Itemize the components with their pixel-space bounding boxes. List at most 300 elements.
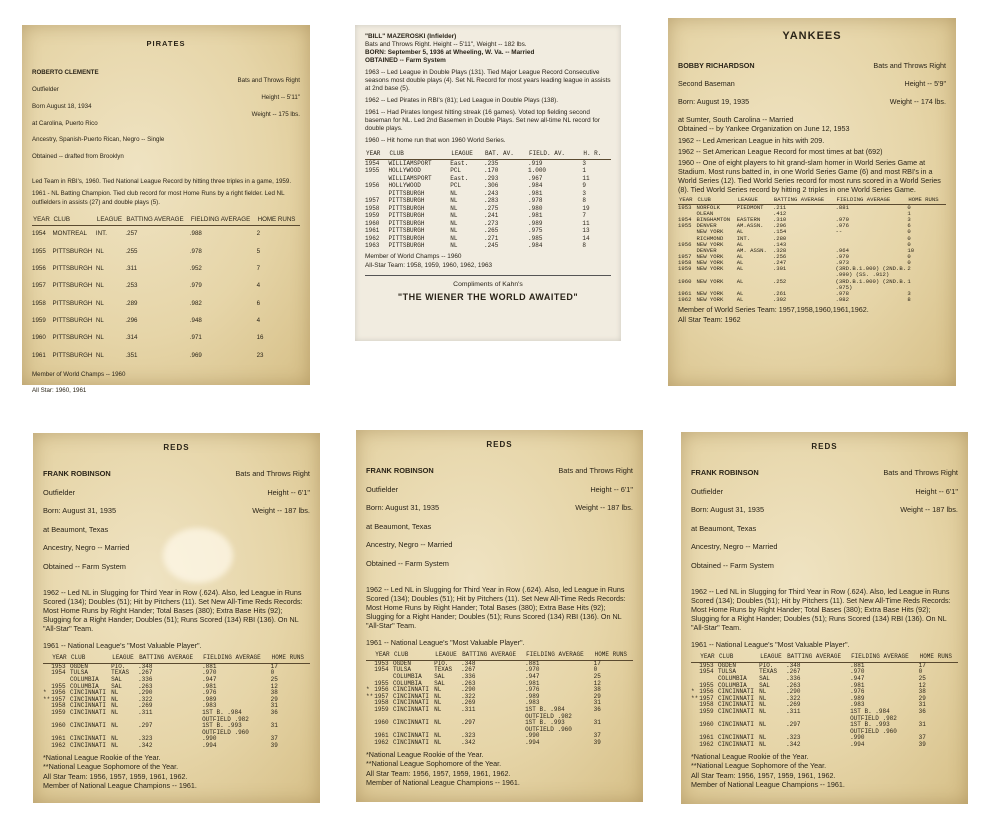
info-line: at Beaumont, Texas <box>43 524 109 534</box>
table-cell: 8 <box>582 197 586 204</box>
bats-throws: Bats and Throws Right <box>873 60 946 70</box>
info-line: Bats and Throws Right. Height -- 5'11", Weight -- 182 lbs. <box>365 41 527 48</box>
table-cell: SAL <box>434 673 445 681</box>
table-cell: .314 <box>125 334 138 342</box>
table-cell: 1956 <box>699 688 714 696</box>
table-cell: 1956 <box>678 240 692 248</box>
table-cell: .243 <box>483 189 499 197</box>
table-cell: NL <box>450 234 458 242</box>
table-cell: 12 <box>918 681 926 689</box>
table-cell <box>366 660 374 667</box>
table-cell: 39 <box>270 741 278 749</box>
table-cell: .881 <box>850 661 865 669</box>
table-cell <box>43 743 51 750</box>
table-cell: 1962 <box>699 740 714 748</box>
table-cell: 1962 <box>374 738 389 746</box>
table-cell: NEW YORK <box>696 228 724 236</box>
table-cell: .881 <box>202 662 217 670</box>
height: Height -- 6'1" <box>590 484 633 494</box>
col-header: CLUB <box>393 651 434 660</box>
note: Led Team in RBI's, 1960. Tied National League Record by hitting three triples in a game, 1959. <box>32 177 292 185</box>
table-cell: .297 <box>138 722 153 730</box>
col-header: HOME RUNS <box>594 651 633 660</box>
card-robinson-1 <box>33 433 320 803</box>
footer-line: *National League Rookie of the Year. <box>43 752 161 762</box>
info-line: Second Baseman <box>678 78 735 88</box>
table-cell: 7 <box>256 264 261 272</box>
table-cell: .881 <box>525 659 540 667</box>
card-robinson-2 <box>356 430 643 802</box>
table-cell: 0 <box>593 666 598 674</box>
footer-line: **National League Sophomore of the Year. <box>43 762 179 772</box>
table-cell: .311 <box>125 264 138 272</box>
table-cell: CINCINNATI <box>69 702 106 710</box>
table-cell: .981 <box>525 679 540 687</box>
table-cell: 1959 <box>32 317 46 325</box>
table-cell: 29 <box>918 694 926 702</box>
table-cell: .255 <box>125 247 138 255</box>
stats-table <box>678 196 946 303</box>
table-cell: CINCINNATI <box>717 688 754 696</box>
table-cell: SAL <box>759 681 770 689</box>
table-cell: .952 <box>189 264 202 272</box>
table-row <box>365 212 611 220</box>
team-name: REDS <box>163 443 190 452</box>
table-row <box>678 266 946 278</box>
table-cell: NL <box>759 694 767 702</box>
stats-table <box>32 215 300 365</box>
table-cell <box>691 709 699 722</box>
table-cell: PITTSBURGH <box>52 264 93 272</box>
compliments-line: Compliments of Kahn's <box>453 280 523 288</box>
table-cell: NL <box>111 722 119 730</box>
table-cell: .263 <box>461 679 476 687</box>
table-cell: .970 <box>202 669 217 677</box>
table-cell <box>691 662 699 669</box>
table-cell: RICHMOND <box>696 234 724 242</box>
table-cell: .322 <box>461 692 476 700</box>
player-name: FRANK ROBINSON <box>43 469 111 479</box>
footer-line: *National League Rookie of the Year. <box>366 749 484 759</box>
table-cell: 17 <box>270 662 278 670</box>
table-cell: .293 <box>483 174 499 182</box>
table-cell <box>366 733 374 740</box>
col-header: YEAR <box>51 654 70 663</box>
table-cell: PITTSBURGH <box>388 242 425 249</box>
table-cell: NL <box>450 227 458 234</box>
table-cell <box>43 736 51 743</box>
table-cell: 0 <box>907 240 911 248</box>
table-cell: SAL <box>111 676 122 684</box>
table-cell: CINCINNATI <box>392 732 429 740</box>
table-cell: .336 <box>461 673 476 681</box>
table-cell: OLEAN <box>696 210 714 218</box>
table-cell: 31 <box>270 722 278 730</box>
table-cell: PIO. <box>759 661 774 669</box>
table-row <box>365 167 611 175</box>
info-line: Obtained -- Farm System <box>366 558 449 568</box>
table-cell: NL <box>95 317 104 325</box>
table-cell: .275 <box>483 204 499 212</box>
table-cell: 1959 <box>678 265 692 273</box>
player-name: "BILL" MAZEROSKI (Infielder) <box>365 33 457 40</box>
career-notes <box>365 69 611 145</box>
table-cell: NL <box>111 695 119 703</box>
table-cell: 3 <box>907 289 911 297</box>
table-row <box>678 204 946 211</box>
table-cell: 38 <box>918 688 926 696</box>
col-header: CLUB <box>696 196 736 205</box>
table-cell: .241 <box>483 212 499 219</box>
table-cell: CINCINNATI <box>392 719 429 727</box>
table-cell: NL <box>450 197 458 204</box>
table-cell: 1954 <box>678 216 692 224</box>
table-cell <box>43 677 51 684</box>
table-cell: .342 <box>786 740 801 748</box>
table-cell: CINCINNATI <box>392 692 429 700</box>
table-cell: PITTSBURGH <box>52 247 93 255</box>
table-cell: .170 <box>483 167 499 174</box>
col-header: FIELDING AVERAGE <box>190 215 257 226</box>
table-cell <box>365 175 388 183</box>
table-cell: .989 <box>202 695 217 703</box>
table-cell: .296 <box>125 317 138 325</box>
table-cell: AL <box>736 296 744 303</box>
table-cell: .983 <box>525 699 540 707</box>
table-cell: .990 <box>202 735 217 743</box>
table-cell: 1954 <box>51 669 66 677</box>
info-line: Outfielder <box>32 86 59 94</box>
note: 1961 -- National League's "Most Valuable Player". <box>366 638 525 648</box>
note: 1963 -- Led League in Double Plays (131). Tied Major League Record Consecutive seasons most double plays (4). Set NL Record for most years leading league in assists at 2nd base (5). <box>365 69 611 92</box>
table-cell: COLUMBIA <box>717 681 747 689</box>
table-cell: 1956 <box>32 264 46 272</box>
player-name: FRANK ROBINSON <box>366 466 434 476</box>
table-cell: 39 <box>918 740 926 748</box>
table-cell: COLUMBIA <box>392 679 422 687</box>
footer-line: All Star Team: 1956, 1957, 1959, 1961, 1962. <box>43 771 188 781</box>
table-cell <box>43 710 51 723</box>
table-cell <box>43 663 51 670</box>
table-cell: 1959 <box>374 706 389 713</box>
table-cell: 1957 <box>374 692 389 700</box>
table-cell: 1ST B. .984 OUTFIELD .982 <box>850 708 897 722</box>
table-cell: 25 <box>918 675 926 683</box>
table-cell: .336 <box>138 676 153 684</box>
table-cell: 6 <box>907 222 911 230</box>
table-cell: .969 <box>189 351 202 359</box>
table-cell: 38 <box>270 689 278 697</box>
table-cell: .981 <box>528 212 543 219</box>
footer-line: Member of World Champs -- 1960 <box>32 371 126 379</box>
table-cell: 1961 <box>32 351 46 359</box>
table-cell: .984 <box>528 242 543 249</box>
table-cell: .412 <box>772 210 787 218</box>
col-header: YEAR <box>365 149 388 159</box>
height: Height -- 5'11" <box>261 94 300 102</box>
player-header <box>691 459 958 579</box>
table-cell: CINCINNATI <box>717 708 754 715</box>
table-cell: .154 <box>772 228 787 236</box>
footer-line: Member of World Series Team: 1957,1958,1960,1961,1962. <box>678 305 869 315</box>
col-header: LEAGUE <box>111 654 138 663</box>
table-cell: 1959 <box>365 212 380 219</box>
table-cell: TULSA <box>717 668 736 676</box>
info-line: Obtained -- Farm System <box>691 560 774 570</box>
table-cell: NL <box>111 709 119 716</box>
table-cell: .267 <box>786 668 801 676</box>
card-footer <box>43 754 310 792</box>
slogan: "THE WIENER THE WORLD AWAITED" <box>397 291 579 302</box>
table-cell: CINCINNATI <box>69 689 106 697</box>
table-cell: 25 <box>593 673 601 681</box>
table-cell: -- <box>835 228 843 236</box>
table-cell: 1958 <box>374 699 389 707</box>
table-cell: 1ST B. .993 OUTFIELD .960 <box>850 721 897 735</box>
col-header: BATTING AVERAGE <box>138 654 202 663</box>
table-cell: 2 <box>256 230 261 238</box>
table-cell <box>691 735 699 742</box>
note: 1962 -- Set American League Record for most times at bat (692) <box>678 146 883 156</box>
table-cell: 1958 <box>678 259 692 267</box>
table-cell: 3 <box>907 216 911 224</box>
table-cell: .323 <box>786 734 801 742</box>
table-cell: .970 <box>835 216 849 224</box>
table-cell: .247 <box>772 259 787 267</box>
table-row <box>32 296 300 313</box>
table-cell: .297 <box>461 719 476 727</box>
table-cell: 2 <box>907 265 911 273</box>
table-cell: .976 <box>202 689 217 697</box>
table-cell: NL <box>759 740 767 748</box>
footer-line: All Star Team: 1956, 1957, 1959, 1961, 1962. <box>366 768 511 778</box>
table-row <box>32 261 300 278</box>
info-line: Outfielder <box>366 484 399 494</box>
table-cell: .994 <box>850 740 865 748</box>
table-cell: OGDEN <box>717 661 736 669</box>
footer-line: **National League Sophomore of the Year. <box>366 759 502 769</box>
info-line: BORN: September 5, 1936 at Wheeling, W. Va. -- Married <box>365 49 535 56</box>
worn-spot <box>163 528 233 583</box>
player-header <box>678 52 946 115</box>
table-cell: 0 <box>907 203 911 211</box>
col-header: LEAGUE <box>759 653 786 662</box>
table-cell: 31 <box>918 701 926 709</box>
table-cell: * <box>691 688 695 696</box>
table-cell: 1ST B. .993 OUTFIELD .960 <box>202 722 249 736</box>
info-line: Outfielder <box>691 486 724 496</box>
table-cell <box>691 669 699 676</box>
table-cell: TULSA <box>392 666 411 674</box>
table-cell: 29 <box>270 695 278 703</box>
note: 1961 - NL Batting Champion. Tied club record for most Home Runs by a right fielder. Led NL outfielders in assists (27) and double plays (5). <box>32 190 285 206</box>
table-cell: 1953 <box>374 659 389 667</box>
table-row <box>32 330 300 347</box>
table-cell: .981 <box>202 682 217 690</box>
table-cell: 0 <box>907 253 911 261</box>
table-cell: .973 <box>835 259 849 267</box>
table-cell: 1 <box>582 167 586 174</box>
table-cell: 9 <box>582 182 586 189</box>
table-cell: .348 <box>786 661 801 669</box>
table-cell: 0 <box>270 669 275 677</box>
table-cell: TEXAS <box>434 666 453 674</box>
weight: Weight -- 175 lbs. <box>251 110 300 118</box>
col-header: LEAGUE <box>737 196 773 205</box>
table-cell: .989 <box>850 694 865 702</box>
table-cell: PITTSBURGH <box>388 189 425 197</box>
info-line: at Beaumont, Texas <box>366 521 432 531</box>
table-cell: 1957 <box>365 197 380 204</box>
table-cell: NL <box>450 189 458 197</box>
table-cell: 1963 <box>365 242 380 249</box>
note: 1961 -- Had Pirates longest hitting streak (16 games). Voted top fielding second baseman for NL. Led 2nd Basemen in Double Plays. Set new all-time NL record for double plays. <box>365 109 600 132</box>
table-cell: .283 <box>483 197 499 204</box>
table-cell: CINCINNATI <box>69 709 106 716</box>
table-cell: AL <box>736 259 744 267</box>
table-cell: 0 <box>907 228 911 236</box>
info-line: Born: August 19, 1935 <box>678 96 750 106</box>
table-cell: 1955 <box>32 247 46 255</box>
team-name: REDS <box>811 442 838 451</box>
info-line: Outfielder <box>43 487 76 497</box>
table-row <box>365 159 611 167</box>
table-cell: 1960 <box>374 719 389 727</box>
table-cell: .990 <box>850 734 865 742</box>
table-cell: 1960 <box>365 219 380 227</box>
table-cell: CINCINNATI <box>69 722 106 730</box>
note: 1961 -- National League's "Most Valuable Player". <box>43 641 202 651</box>
table-cell: .256 <box>772 253 787 261</box>
table-cell: PCL <box>450 182 462 189</box>
table-cell: 1955 <box>699 681 714 689</box>
table-cell: .143 <box>772 240 787 248</box>
table-cell: .947 <box>525 673 540 681</box>
table-cell: 1 <box>907 277 911 285</box>
table-header-row <box>366 651 633 660</box>
table-cell: PITTSBURGH <box>52 334 93 342</box>
table-cell: AL <box>736 277 744 285</box>
career-notes <box>678 136 946 194</box>
table-cell: PITTSBURGH <box>52 351 93 359</box>
col-header: YEAR <box>699 653 718 662</box>
table-cell: .979 <box>189 282 202 290</box>
table-cell: CINCINNATI <box>392 738 429 746</box>
table-cell: .978 <box>835 289 849 297</box>
table-cell: CINCINNATI <box>717 734 754 742</box>
table-cell: 1.000 <box>528 167 547 174</box>
note: 1960 -- One of eight players to hit grand-slam homer in World Series Game at Stadium. Most runs batted in, in one World Series Game (6) and most RBI's in a World Series (12). Tied World Series record for most runs scored in a World Series (8). Tied World Series record by hitting 2 triples in one World Series Game. <box>678 157 941 194</box>
table-cell: 1961 <box>374 732 389 740</box>
col-header: CLUB <box>70 654 111 663</box>
table-cell: .978 <box>189 247 202 255</box>
table-cell: CINCINNATI <box>69 735 106 743</box>
table-cell: .310 <box>772 216 787 224</box>
col-header: CLUB <box>718 653 759 662</box>
table-cell: 1956 <box>374 686 389 694</box>
table-cell: .253 <box>125 282 138 290</box>
table-cell: * <box>366 686 370 694</box>
player-name: ROBERTO CLEMENTE <box>32 69 99 77</box>
table-cell: 1958 <box>365 204 380 212</box>
table-cell: BINGHAMTON <box>696 216 731 224</box>
table-cell: 1955 <box>51 682 66 690</box>
info-line: Obtained -- Farm System <box>43 561 126 571</box>
table-cell: ** <box>43 695 51 703</box>
card-clemente <box>22 25 310 395</box>
info-line: Ancestry, Negro -- Married <box>43 543 130 553</box>
col-header: FIELDING AVERAGE <box>850 653 919 662</box>
col-header: FIELDING AVERAGE <box>202 654 271 663</box>
col-header: HOME RUNS <box>919 653 958 662</box>
table-cell: .267 <box>138 669 153 677</box>
info-line: OBTAINED -- Farm System <box>365 57 446 64</box>
col-header: LEAGUE <box>450 149 484 159</box>
col-header: BATTING AVERAGE <box>461 651 525 660</box>
table-cell: NL <box>434 699 442 707</box>
table-cell <box>366 707 374 720</box>
footer-line: **National League Sophomore of the Year. <box>691 761 827 771</box>
table-cell: 1953 <box>51 662 66 670</box>
table-cell: CINCINNATI <box>392 699 429 707</box>
table-cell: .265 <box>483 227 499 234</box>
table-cell: NORFOLK <box>696 203 720 211</box>
table-cell: NL <box>434 706 442 713</box>
table-cell: .257 <box>125 230 138 238</box>
table-header-row <box>365 149 611 159</box>
career-notes <box>32 178 300 207</box>
table-cell: .976 <box>525 686 540 694</box>
note: 1962 -- Led Pirates in RBI's (81); Led League in Double Plays (138). <box>365 97 559 104</box>
table-cell: INT. <box>95 230 107 238</box>
info-line: Obtained -- drafted from Brooklyn <box>32 153 124 161</box>
table-cell: NL <box>759 708 767 715</box>
table-cell: 1962 <box>365 234 380 242</box>
table-row <box>365 235 611 243</box>
footer-line: All Star Team: 1962 <box>678 315 741 325</box>
table-cell: 1961 <box>51 735 66 743</box>
table-cell: OGDEN <box>69 662 88 670</box>
footer-line: All-Star Team: 1958, 1959, 1960, 1962, 1963 <box>365 261 493 269</box>
card-richardson <box>668 18 956 386</box>
table-row <box>32 278 300 295</box>
table-cell: CINCINNATI <box>392 706 429 713</box>
table-cell: EASTERN <box>736 216 761 224</box>
table-cell: .211 <box>772 203 787 211</box>
table-cell: WILLIAMSPORT <box>388 159 432 167</box>
table-cell: COLUMBIA <box>69 676 99 684</box>
bats-throws: Bats and Throws Right <box>235 469 310 479</box>
col-header: HOME RUNS <box>271 654 310 663</box>
table-cell: 36 <box>918 708 926 715</box>
table-cell: .976 <box>835 222 849 230</box>
table-cell: .975 <box>528 227 543 234</box>
table-cell: NL <box>450 242 458 249</box>
table-cell: 1ST B. .993 OUTFIELD .960 <box>525 719 572 733</box>
table-cell: 5 <box>256 247 261 255</box>
table-cell: .967 <box>528 174 543 182</box>
table-cell: .947 <box>850 675 865 683</box>
table-cell: 11 <box>582 174 590 182</box>
table-cell: AM. ASSN. <box>736 246 767 254</box>
table-cell: PCL <box>450 167 462 174</box>
table-cell <box>43 703 51 710</box>
table-cell: 1958 <box>32 299 46 307</box>
info-line: Obtained -- by Yankee Organization on June 12, 1953 <box>678 123 850 133</box>
table-cell: NEW YORK <box>696 277 724 285</box>
table-cell: .981 <box>528 189 543 197</box>
table-cell: NL <box>95 247 104 255</box>
